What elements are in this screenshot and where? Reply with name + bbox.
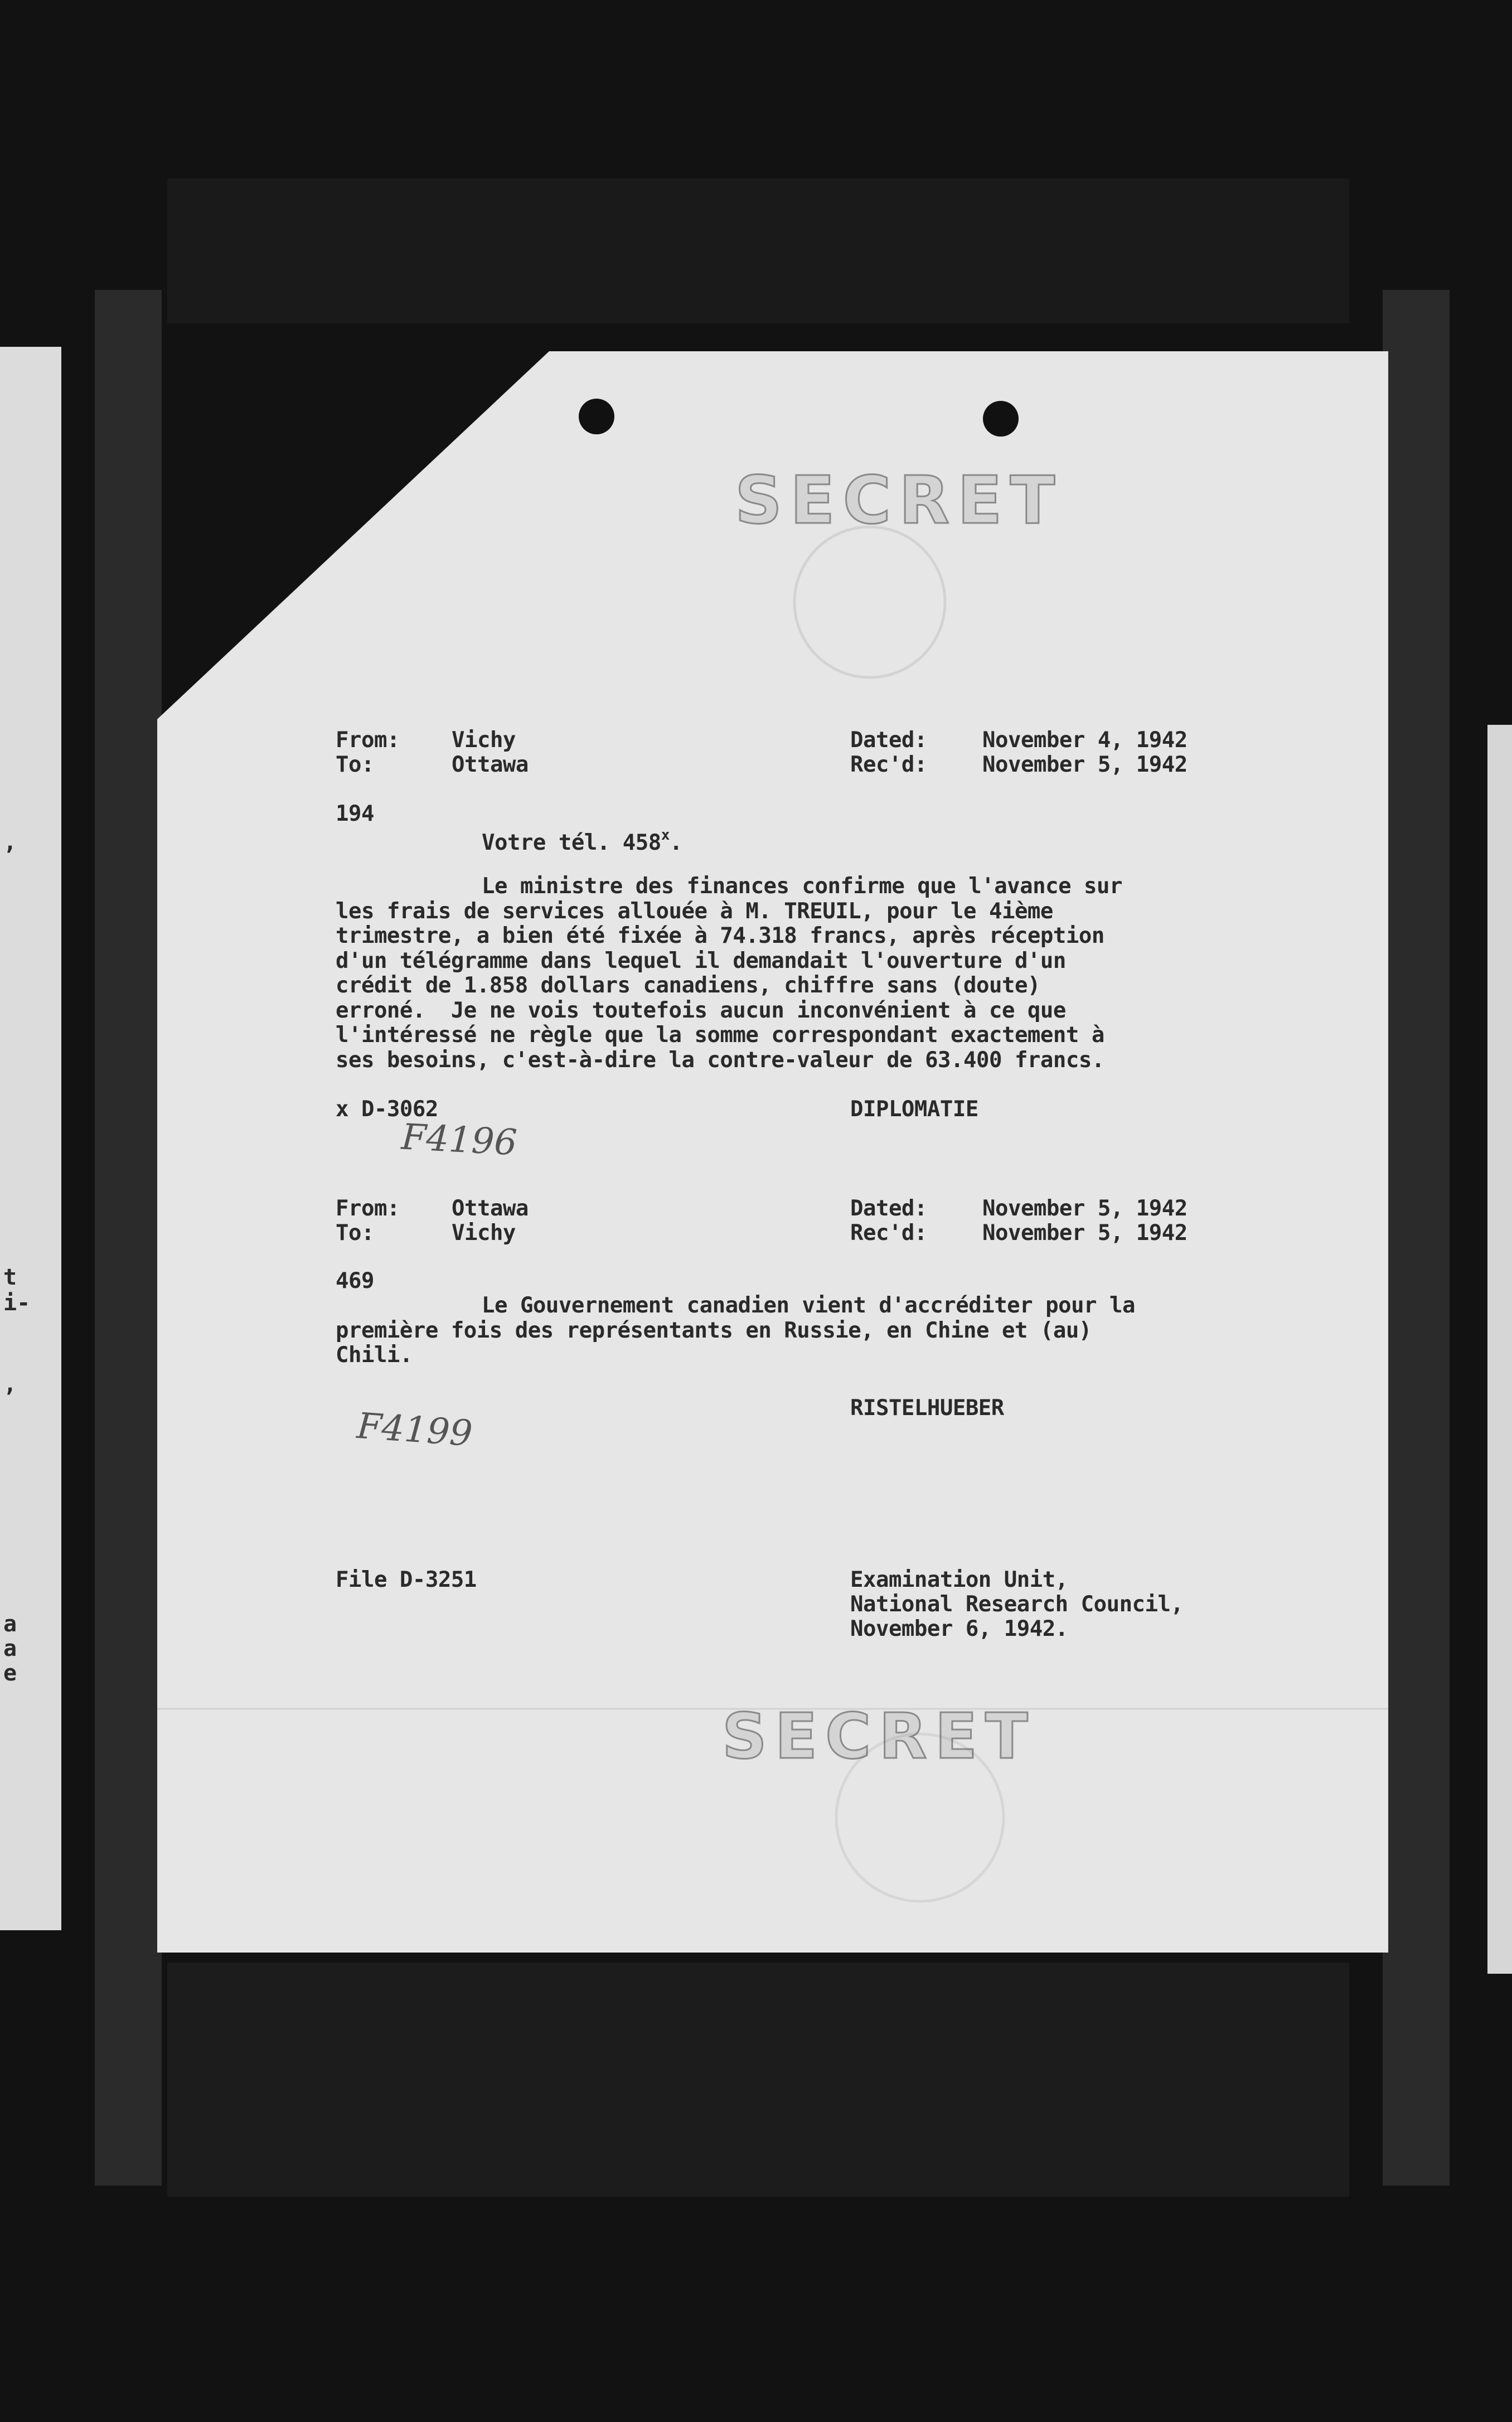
msg1-ref-end: .	[669, 830, 682, 855]
msg1-body-line: ses besoins, c'est-à-dire la contre-valeur de 63.400 francs.	[336, 1047, 1104, 1073]
msg1-to-label: To:	[336, 752, 374, 777]
msg1-body-line: Le ministre des finances confirme que l'avance sur	[482, 874, 1122, 899]
msg2-from-label: From:	[336, 1196, 400, 1221]
adjacent-page-fragment: t	[3, 1265, 17, 1290]
msg2-from-value: Ottawa	[452, 1196, 529, 1221]
adjacent-page-fragment: a	[3, 1636, 17, 1662]
msg2-body-line: Chili.	[336, 1343, 413, 1368]
msg1-signature: DIPLOMATIE	[850, 1097, 978, 1122]
msg2-body-line: Le Gouvernement canadien vient d'accréditer pour la	[482, 1293, 1135, 1318]
msg1-body-line: les frais de services allouée à M. TREUIL, pour le 4ième	[336, 898, 1053, 924]
msg1-to-value: Ottawa	[452, 752, 529, 777]
msg2-to-value: Vichy	[452, 1220, 516, 1246]
msg1-reference	[482, 825, 682, 855]
adjacent-page-fragment: i-	[3, 1290, 31, 1316]
examination-unit-line: National Research Council,	[850, 1592, 1184, 1617]
msg1-from-label: From:	[336, 728, 400, 753]
msg2-recd-value: November 5, 1942	[982, 1220, 1188, 1246]
msg1-recd-label: Rec'd:	[850, 752, 927, 777]
msg1-number: 194	[336, 801, 374, 826]
msg1-body-line: crédit de 1.858 dollars canadiens, chiffre sans (doute)	[336, 973, 1040, 998]
msg2-handwritten-file-number: F4199	[355, 1405, 474, 1455]
msg1-from-value: Vichy	[452, 728, 516, 753]
adjacent-page-fragment: ,	[3, 1372, 17, 1397]
examination-unit-line: Examination Unit,	[850, 1567, 1068, 1592]
adjacent-page-fragment: a	[3, 1611, 17, 1637]
msg1-body-line: d'un télégramme dans lequel il demandait l'ouverture d'un	[336, 948, 1066, 973]
msg1-ref-mark: x	[661, 827, 670, 844]
msg2-to-label: To:	[336, 1220, 374, 1246]
secret-stamp-top: SECRET	[735, 462, 1063, 539]
msg2-body-line: première fois des représentants en Russie, en Chine et (au)	[336, 1317, 1092, 1343]
msg1-recd-value: November 5, 1942	[982, 752, 1188, 777]
msg2-number: 469	[336, 1268, 374, 1294]
msg2-dated-label: Dated:	[850, 1196, 927, 1221]
msg1-ref-text: Votre tél. 458	[482, 830, 661, 855]
msg1-body-line: l'intéressé ne règle que la somme correspondant exactement à	[336, 1023, 1104, 1048]
msg1-body	[336, 874, 1122, 1073]
msg2-recd-label: Rec'd:	[850, 1220, 927, 1246]
examination-unit-line: November 6, 1942.	[850, 1616, 1068, 1641]
msg2-signature: RISTELHUEBER	[850, 1396, 1004, 1421]
msg2-body	[336, 1294, 1135, 1368]
secret-stamp-bottom: SECRET	[722, 1701, 1036, 1773]
adjacent-page-fragment: ,	[3, 830, 17, 855]
file-reference: File D-3251	[336, 1567, 477, 1592]
msg1-dated-value: November 4, 1942	[982, 728, 1188, 753]
msg1-dated-label: Dated:	[850, 728, 927, 753]
msg1-footnote: x D-3062	[336, 1097, 438, 1122]
adjacent-page-fragment: e	[3, 1660, 17, 1686]
msg1-handwritten-file-number: F4196	[400, 1116, 518, 1164]
msg2-dated-value: November 5, 1942	[982, 1196, 1188, 1221]
msg1-body-line: trimestre, a bien été fixée à 74.318 francs, après réception	[336, 923, 1104, 948]
msg1-body-line: erroné. Je ne vois toutefois aucun inconvénient à ce que	[336, 997, 1066, 1023]
